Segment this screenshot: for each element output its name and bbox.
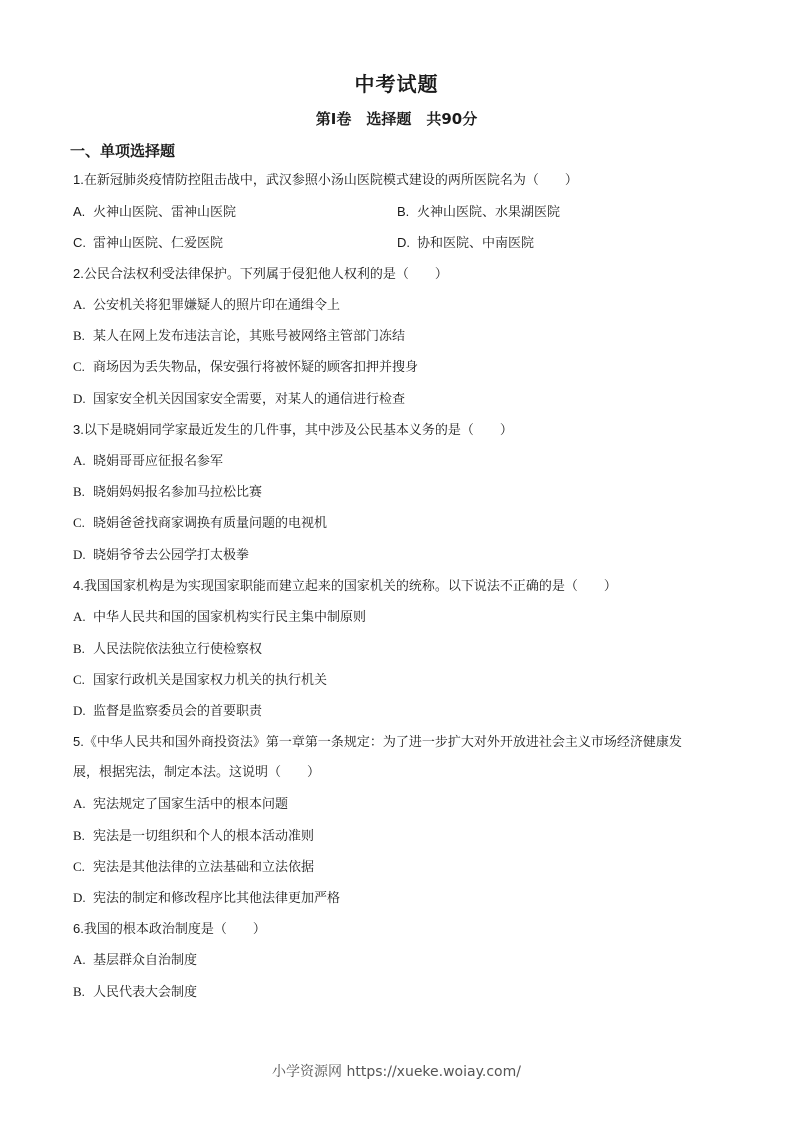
question-5-option-b: B. 宪法是一切组织和个人的根本活动准则 [73,828,315,844]
question-4-option-c: C. 国家行政机关是国家权力机关的执行机关 [73,672,328,688]
section-heading: 一、单项选择题 [70,142,176,160]
question-4-option-d: D. 监督是监察委员会的首要职责 [73,703,263,719]
question-1-stem: 1.在新冠肺炎疫情防控阻击战中，武汉参照小汤山医院模式建设的两所医院名为（ ） [73,172,578,188]
question-5-option-a: A. 宪法规定了国家生活中的根本问题 [73,796,289,812]
question-2-option-b: B. 某人在网上发布违法言论，其账号被网络主管部门冻结 [73,328,406,344]
question-4-option-a: A. 中华人民共和国的国家机构实行民主集中制原则 [73,609,367,625]
question-6-stem: 6.我国的根本政治制度是（ ） [73,921,266,937]
question-2-option-d: D. 国家安全机关因国家安全需要，对某人的通信进行检查 [73,391,406,407]
question-3-option-b: B. 晓娟妈妈报名参加马拉松比赛 [73,484,263,500]
question-3-option-c: C. 晓娟爸爸找商家调换有质量问题的电视机 [73,515,328,531]
question-5-option-d: D. 宪法的制定和修改程序比其他法律更加严格 [73,890,341,906]
question-5-stem-line2: 展，根据宪法，制定本法。这说明（ ） [73,765,321,780]
question-1-option-d: D. 协和医院、中南医院 [397,235,535,251]
question-1-option-b: B. 火神山医院、水果湖医院 [397,204,561,220]
question-3-option-d: D. 晓娟爷爷去公园学打太极拳 [73,547,250,563]
page-subtitle: 第Ⅰ卷 选择题 共90分 [315,110,478,128]
question-6-option-a: A. 基层群众自治制度 [73,952,198,968]
question-5-option-c: C. 宪法是其他法律的立法基础和立法依据 [73,859,315,875]
question-2-stem: 2.公民合法权利受法律保护。下列属于侵犯他人权利的是（ ） [73,266,448,282]
question-1-option-a: A. 火神山医院、雷神山医院 [73,204,237,220]
question-4-option-b: B. 人民法院依法独立行使检察权 [73,641,263,657]
page-footer-watermark: 小学资源网 https://xueke.woiay.com/ [272,1064,521,1080]
question-6-option-b: B. 人民代表大会制度 [73,984,198,1000]
page-title: 中考试题 [354,72,439,96]
question-3-option-a: A. 晓娟哥哥应征报名参军 [73,453,224,469]
question-5-stem-line1: 5.《中华人民共和国外商投资法》第一章第一条规定：为了进一步扩大对外开放进社会主义市场经济健康发 [73,734,682,750]
question-3-stem: 3.以下是晓娟同学家最近发生的几件事，其中涉及公民基本义务的是（ ） [73,422,513,438]
question-2-option-a: A. 公安机关将犯罪嫌疑人的照片印在通缉令上 [73,297,341,313]
question-4-stem: 4.我国国家机构是为实现国家职能而建立起来的国家机关的统称。以下说法不正确的是（ ） [73,578,617,594]
question-2-option-c: C. 商场因为丢失物品，保安强行将被怀疑的顾客扣押并搜身 [73,359,419,375]
question-1-option-c: C. 雷神山医院、仁爱医院 [73,235,224,251]
